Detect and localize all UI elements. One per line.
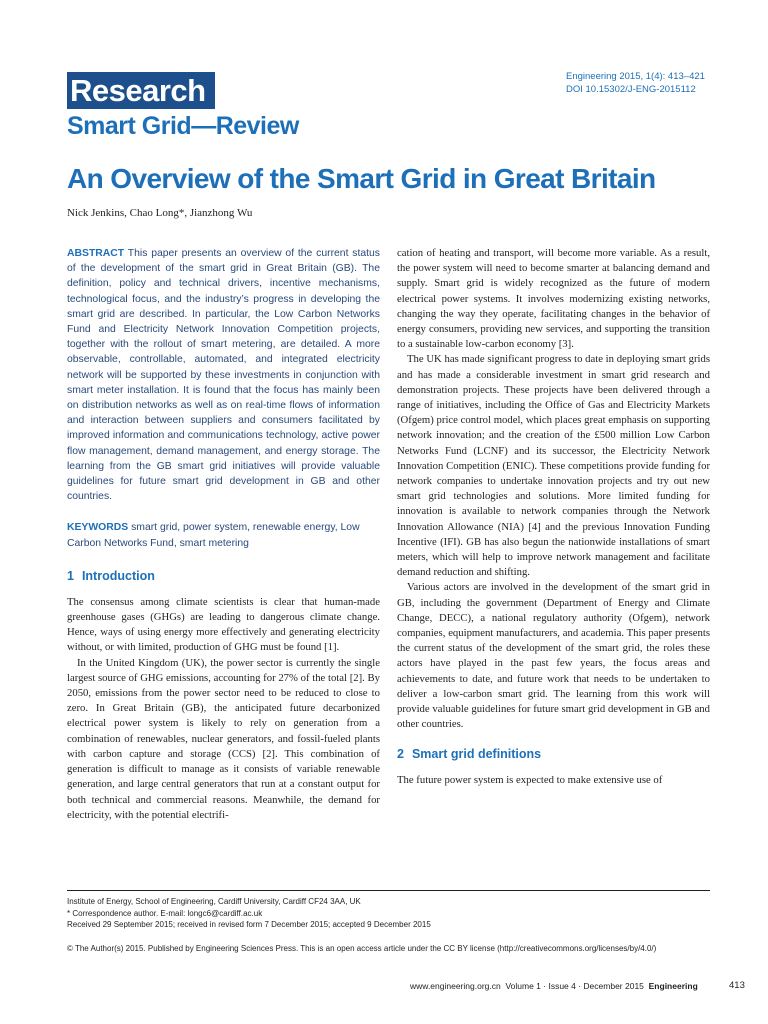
paragraph: cation of heating and transport, will become more variable. As a result, the power system will need to become smarter at balancing demand and supply. Smart grid is widely recognized as the future of modern electrical power systems. It involves modernizing existing networks, changing the way they operate, facilitating changes in the behavior of energy consumers, providing new services, and supporting the transition to a sustainable low-carbon economy [3]. (397, 247, 710, 351)
page-footer (410, 981, 698, 991)
paragraph: Various actors are involved in the development of the smart grid in GB, including the government (Department of Energy and Climate Change, DECC), a national regulatory authority (Ofgem), network companies, equipment manufacturers, and academia. This paper presents the current status of the development of the smart grid, the roles these actors have played in the past few years, the focus areas and achievements to date, and future work that needs to be undertaken to deliver a low-carbon smart grid. The learning from this work will provide valuable guidelines for future smart grid development in GB and other countries. (397, 581, 710, 731)
page-number: 413 (729, 980, 745, 991)
section-number: 2 (397, 746, 404, 761)
affiliation: Institute of Energy, School of Engineering, Cardiff University, Cardiff CF24 3AA, UK (67, 897, 361, 906)
keywords-label: KEYWORDS (67, 522, 129, 534)
abstract (67, 246, 380, 504)
paragraph: The UK has made significant progress to date in deploying smart grids and has made a considerable investment in smart grid research and demonstration projects. These projects have been delivered through a range of initiatives, including the Office of Gas and Electricity Markets (Ofgem) price control model, which places great emphasis on supporting network innovation; and the creation of the £500 million Low Carbon Networks Fund (LCNF) and its successor, the Electricity Network Innovation Competition (ENIC). These competitions provide funding for network companies to undertake innovation projects and try out new smart grid technologies and solutions. More limited funding for innovation is available to network companies through the Network Innovation Allowance (NIA) [4] and the previous Innovation Funding Incentive (IFI). GB has also begun the nationwide installations of smart meters, which will help to improve network management and facilitate demand reduction and shifting. (397, 353, 710, 579)
article-title: An Overview of the Smart Grid in Great Britain (67, 163, 656, 194)
journal-meta (566, 70, 705, 96)
website-link[interactable]: www.engineering.org.cn (410, 981, 501, 991)
correspondence: * Correspondence author. E-mail: longc6@cardiff.ac.uk (67, 908, 263, 918)
section-title: Smart grid definitions (411, 746, 542, 761)
paragraph: The consensus among climate scientists is clear that human-made greenhouse gases (GHGs) are leading to dangerous climate change. Hence, ways of using energy more effectively and generating electricity without, or with limited, production of GHG must be found [1]. (67, 595, 380, 654)
section-label: Smart Grid—Review (67, 112, 299, 140)
section-heading-introduction (67, 569, 380, 583)
paragraph: In the United Kingdom (UK), the power sector is currently the single largest source of GHG emissions, accounting for 27% of the total [2]. By 2050, emissions from the power sector need to be reduced to close to zero. In Great Britain (GB), the anticipated future decarbonized electrical power system is likely to rely on generation from a combination of renewables, nuclear generators, and fossil-fueled plants with carbon capture and storage (CCS) [2]. This combination of generation is difficult to manage as it consists of variable renewable generation, and large central generators that run at a constant output for both technical and commercial reasons. Meanwhile, the demand for electricity, with the potential electrifi- (67, 656, 380, 821)
abstract-label: ABSTRACT (67, 248, 125, 259)
journal-citation: Engineering 2015, 1(4): 413–421 (566, 71, 705, 82)
right-column (397, 246, 710, 788)
doi-link[interactable]: DOI 10.15302/J-ENG-2015112 (566, 84, 696, 95)
section-number: 1 (67, 568, 74, 583)
keywords (67, 520, 380, 550)
keywords-text: smart grid, power system, renewable energy, Low Carbon Networks Fund, smart metering (67, 522, 360, 549)
article-authors: Nick Jenkins, Chao Long*, Jianzhong Wu (67, 207, 253, 219)
section-heading-definitions (397, 747, 710, 761)
footnotes (67, 896, 710, 931)
journal-name: Engineering (648, 981, 698, 991)
section-title: Introduction (81, 568, 155, 583)
footnote-divider (67, 890, 710, 891)
left-column (67, 246, 380, 823)
abstract-text: This paper presents an overview of the current status of the development of the smart grid in Great Britain (GB). The definition, policy and technical drivers, incentive mechanisms, technological focus, and the industry’s progress in developing the smart grid are described. In particular, the Low Carbon Networks Fund and Electricity Network Innovation Competition projects, together with the rollout of smart metering, are detailed. A more observable, controllable, automated, and integrated electricity network will be supported by these investments in conjunction with smart meter installation. It is found that the focus has mainly been on distribution networks as well as on real-time flows of information and interaction between suppliers and consumers facilitated by improved information and communications technology, active power flow management, demand management, and energy storage. The learning from the GB smart grid initiatives will provide valuable guidelines for future smart grid development in GB and other countries. (67, 248, 380, 503)
received-dates: Received 29 September 2015; received in revised form 7 December 2015; accepted 9 December 2015 (67, 920, 431, 929)
paragraph: The future power system is expected to make extensive use of (397, 773, 663, 786)
category-badge: Research (67, 72, 215, 109)
copyright-notice: © The Author(s) 2015. Published by Engineering Sciences Press. This is an open access article under the CC BY license (http://creativecommons.org/licenses/by/4.0/) (67, 944, 657, 953)
volume-info: Volume 1 · Issue 4 · December 2015 (505, 981, 644, 991)
